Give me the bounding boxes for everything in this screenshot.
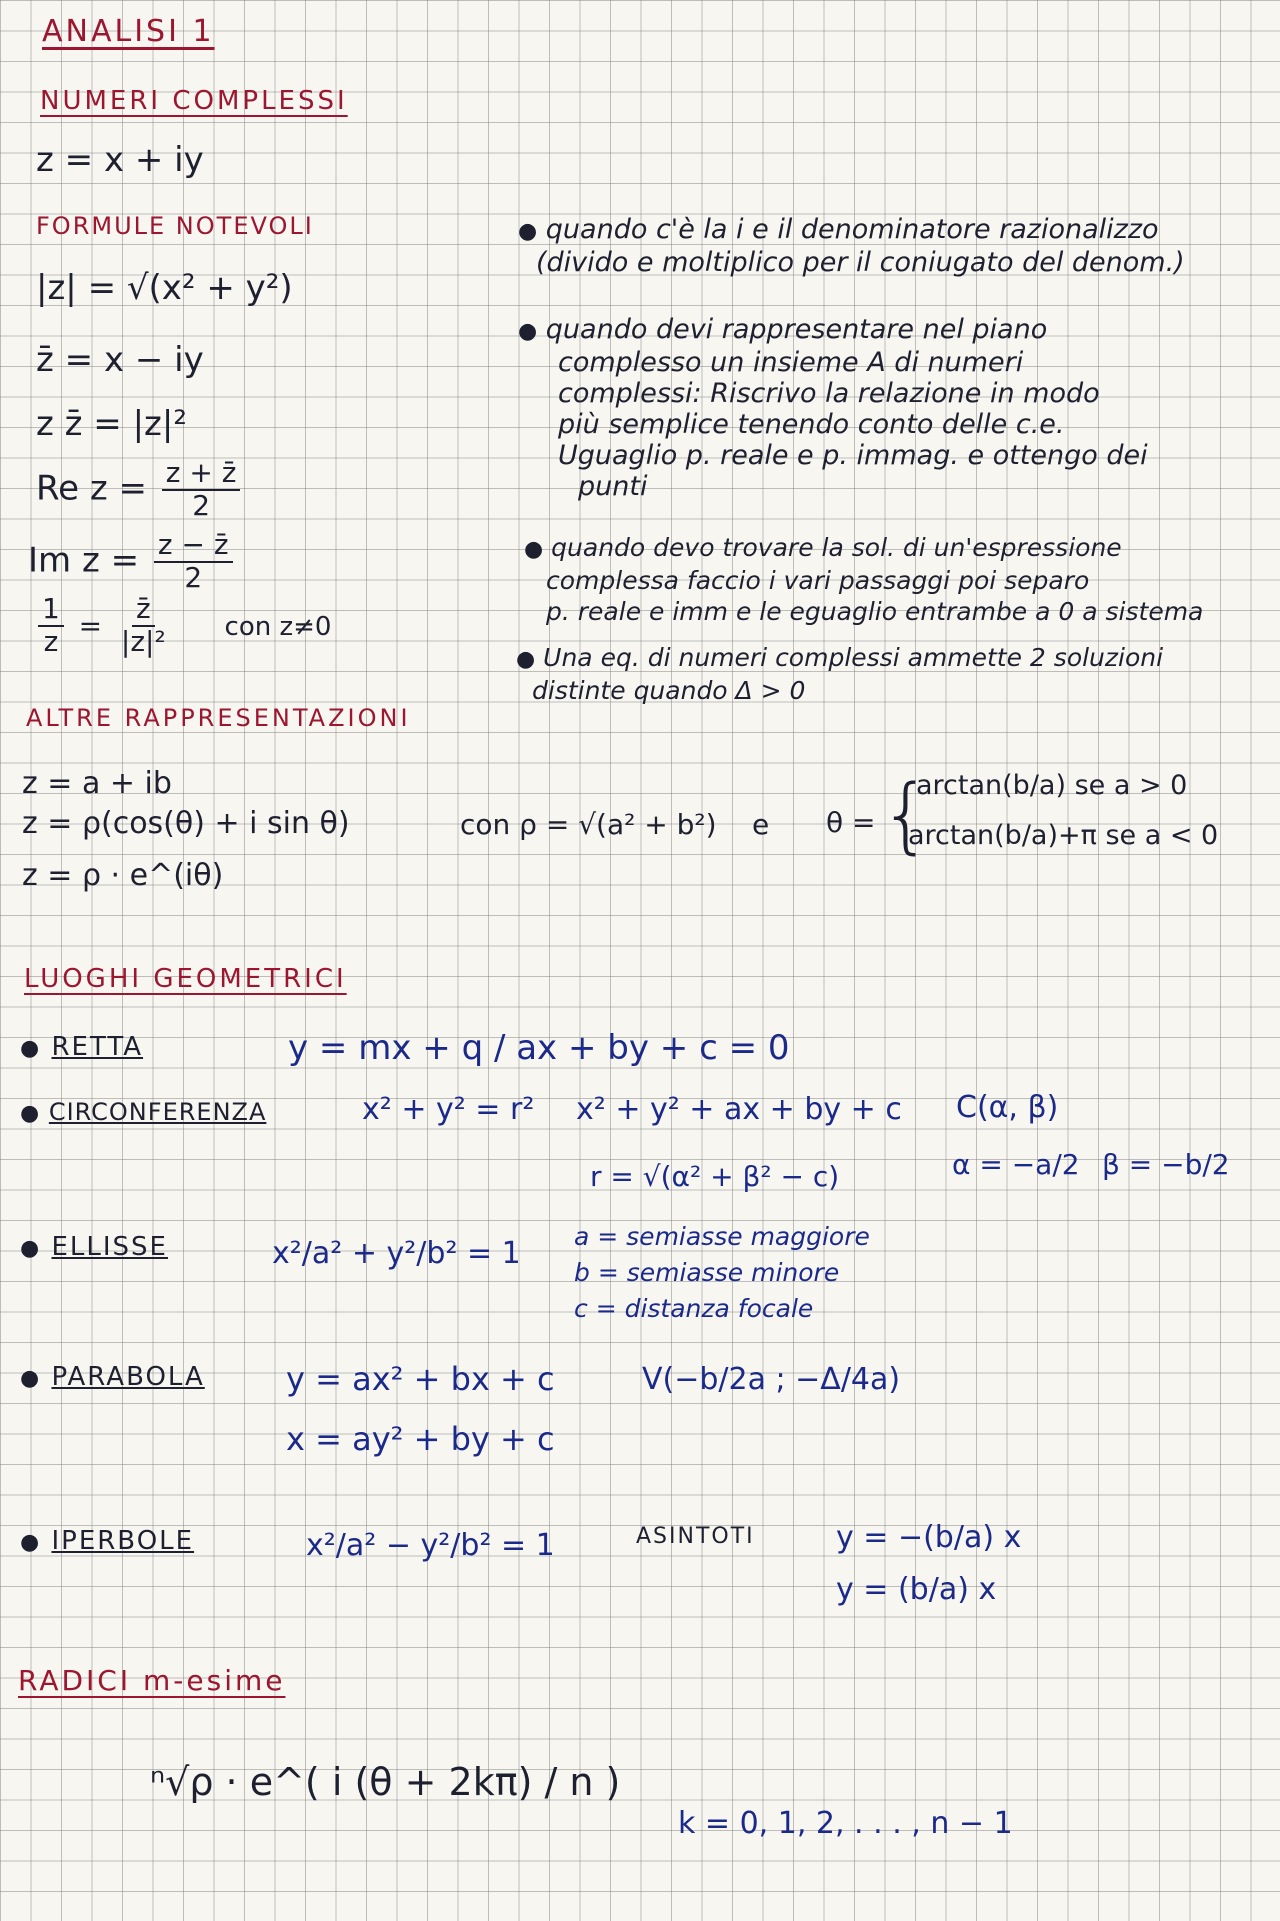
section-title-loci: LUOGHI GEOMETRICI (24, 964, 347, 994)
re-denominator: 2 (192, 488, 211, 522)
main-title: ANALISI 1 (42, 14, 215, 49)
section-title-formulas: FORMULE NOTEVOLI (36, 212, 314, 240)
bullet-icon: ● (20, 1101, 41, 1126)
rep-exponential: z = ρ · e^(iθ) (22, 858, 224, 893)
locus-hyperbola-asymptote-1: y = −(b/a) x (836, 1520, 1022, 1555)
note-1-line-1: quando c'è la i e il denominatore razionalizzo (545, 214, 1159, 245)
bullet-icon: ● (516, 647, 536, 672)
locus-hyperbola-equation: x²/a² − y²/b² = 1 (306, 1528, 555, 1563)
complex-definition: z = x + iy (36, 140, 204, 180)
bullet-icon: ● (518, 219, 538, 244)
note-2-line-4: più semplice tenendo conto delle c.e. (558, 409, 1065, 440)
locus-circle-eq-1: x² + y² = r² (362, 1092, 535, 1127)
note-3-line-3: p. reale e imm e le eguaglio entrambe a 0 a sistema (546, 597, 1204, 626)
rep-rho: con ρ = √(a² + b²) (460, 808, 717, 841)
note-1 (518, 214, 1185, 278)
inv-rhs-denominator: |z|² (120, 624, 166, 658)
bullet-icon: ● (20, 1236, 42, 1261)
locus-circle-alpha: α = −a/2 (952, 1148, 1080, 1181)
locus-circle-eq-2: x² + y² + ax + by + c (576, 1092, 902, 1127)
rep-trigonometric: z = ρ(cos(θ) + i sin θ) (22, 806, 350, 841)
roots-k-range: k = 0, 1, 2, . . . , n − 1 (678, 1806, 1013, 1841)
im-numerator: z − z̄ (154, 530, 233, 563)
note-3 (524, 532, 1203, 627)
locus-parabola-eq-1: y = ax² + bx + c (286, 1360, 555, 1398)
bullet-icon: ● (20, 1036, 42, 1061)
locus-hyperbola-asymptote-2: y = (b/a) x (836, 1572, 997, 1607)
section-title-roots: RADICI m-esime (18, 1664, 286, 1697)
locus-ellipse-c: c = distanza focale (574, 1294, 814, 1323)
note-4-line-1: Una eq. di numeri complessi ammette 2 soluzioni (543, 643, 1164, 672)
formula-product: z z̄ = |z|² (36, 404, 187, 444)
iperbole-label: IPERBOLE (51, 1526, 195, 1556)
note-3-line-2: complessa faccio i vari passaggi poi separo (546, 566, 1090, 595)
formula-inverse: $\frac{1}{z}$ = $\frac{z̄}{\text{|z|²}}$ con z≠0 (34, 594, 331, 658)
locus-ellipse-b: b = semiasse minore (574, 1258, 840, 1287)
bullet-icon: ● (20, 1366, 42, 1391)
locus-line-label (20, 1032, 143, 1062)
note-2-line-3: complessi: Riscrivo la relazione in modo (558, 378, 1100, 409)
note-2-line-5: Uguaglio p. reale e p. immag. e ottengo dei (558, 440, 1148, 471)
locus-line-equation: y = mx + q / ax + by + c = 0 (288, 1028, 790, 1068)
note-2 (518, 314, 1148, 502)
section-title-other-representations: ALTRE RAPPRESENTAZIONI (26, 704, 411, 732)
locus-circle-center: C(α, β) (956, 1090, 1059, 1125)
retta-label: RETTA (51, 1032, 144, 1062)
formula-modulus: |z| = √(x² + y²) (36, 268, 293, 308)
note-2-line-6: punti (578, 471, 648, 502)
inv-numerator: 1 (38, 594, 64, 627)
note-4 (516, 642, 1163, 706)
re-lhs: Re z = (36, 468, 147, 509)
locus-hyperbola-asymptotes-label: ASINTOTI (636, 1524, 755, 1549)
bullet-icon: ● (20, 1530, 42, 1555)
im-lhs: Im z = (28, 540, 140, 581)
locus-ellipse-a: a = semiasse maggiore (574, 1222, 870, 1251)
formula-imaginary-part (28, 530, 237, 594)
note-4-line-2: distinte quando Δ > 0 (532, 676, 806, 705)
inv-denominator: z (43, 624, 59, 658)
ellisse-label: ELLISSE (51, 1232, 168, 1262)
rep-theta-case-1: arctan(b/a) se a > 0 (916, 770, 1188, 801)
locus-parabola-label (20, 1362, 205, 1392)
locus-circle-beta: β = −b/2 (1102, 1148, 1230, 1181)
parabola-label: PARABOLA (51, 1362, 205, 1392)
rep-theta-brace-icon: { (880, 768, 933, 863)
locus-circle-radius: r = √(α² + β² − c) (590, 1160, 840, 1193)
rep-theta-lhs: θ = (826, 806, 876, 839)
bullet-icon: ● (524, 537, 544, 562)
locus-parabola-vertex: V(−b/2a ; −Δ/4a) (642, 1362, 901, 1397)
locus-parabola-eq-2: x = ay² + by + c (286, 1420, 555, 1458)
note-1-line-2: (divido e moltiplico per il coniugato del denom.) (536, 247, 1185, 278)
note-2-line-1: quando devi rappresentare nel piano (545, 314, 1048, 345)
rep-theta-case-2: arctan(b/a)+π se a < 0 (908, 820, 1219, 851)
bullet-icon: ● (518, 319, 538, 344)
rep-and: e (752, 808, 770, 841)
inv-condition: con z≠0 (224, 612, 332, 643)
inv-rhs-numerator: z̄ (132, 594, 155, 627)
im-denominator: 2 (184, 560, 203, 594)
roots-formula: ⁿ√ρ · e^( i (θ + 2kπ) / n ) (150, 1760, 621, 1804)
locus-ellipse-label (20, 1232, 168, 1262)
locus-ellipse-equation: x²/a² + y²/b² = 1 (272, 1236, 521, 1271)
note-3-line-1: quando devo trovare la sol. di un'espressione (551, 533, 1122, 562)
circonferenza-label: CIRCONFERENZA (48, 1098, 267, 1126)
section-title-complex: NUMERI COMPLESSI (40, 86, 348, 116)
formula-real-part (36, 458, 244, 522)
locus-hyperbola-label (20, 1526, 194, 1556)
re-numerator: z + z̄ (162, 458, 241, 491)
formula-conjugate: z̄ = x − iy (36, 340, 204, 380)
locus-circle-label (20, 1098, 266, 1126)
rep-algebraic: z = a + ib (22, 766, 172, 801)
note-2-line-2: complesso un insieme A di numeri (558, 347, 1024, 378)
